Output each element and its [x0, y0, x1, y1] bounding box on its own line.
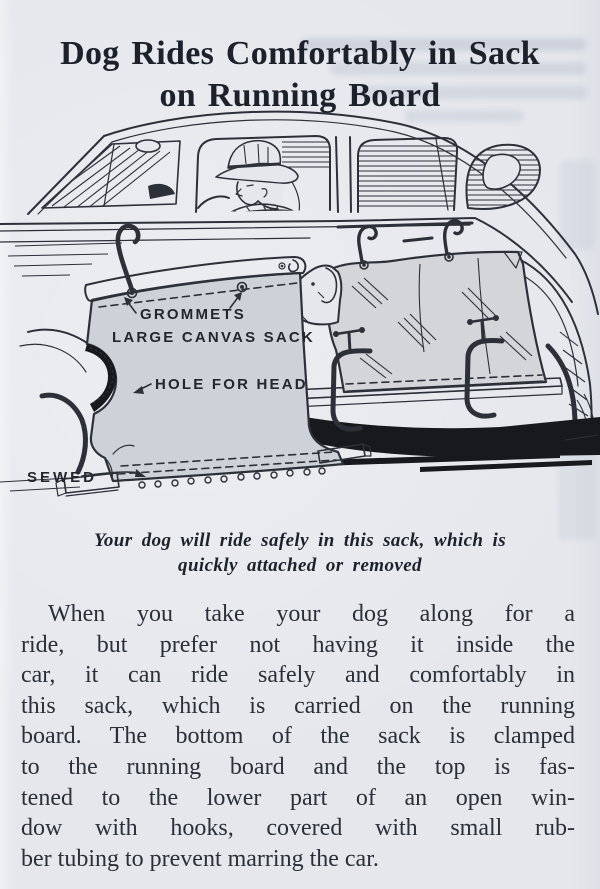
- article-body: [21, 599, 575, 874]
- body-line: car, it can ride safely and comfortably in: [21, 662, 575, 689]
- caption-line-1: Your dog will ride safely in this sack, which is: [93, 530, 507, 551]
- figure-caption: [0, 528, 600, 578]
- body-line: dow with hooks, covered with small rub-: [21, 815, 575, 842]
- title-line-2: on Running Board: [159, 76, 441, 114]
- label-grommets: GROMMETS: [140, 306, 246, 323]
- body-line: ber tubing to prevent marring the car.: [21, 845, 379, 872]
- illustration: [0, 94, 600, 520]
- title-line-1: Dog Rides Comfortably in Sack: [60, 34, 540, 72]
- body-line: to the running board and the top is fas-: [21, 753, 575, 780]
- body-line: this sack, which is carried on the running: [21, 692, 575, 719]
- label-sewed: SEWED: [27, 469, 98, 486]
- body-line: tened to the lower part of an open win-: [21, 784, 575, 811]
- caption-line-2: quickly attached or removed: [178, 555, 422, 576]
- body-line: When you take your dog along for a: [48, 601, 575, 627]
- body-line: ride, but prefer not having it inside the: [21, 631, 575, 658]
- body-line: board. The bottom of the sack is clamped: [21, 723, 575, 750]
- label-canvas-sack: LARGE CANVAS SACK: [112, 329, 315, 346]
- label-hole-for-head: HOLE FOR HEAD: [155, 376, 308, 393]
